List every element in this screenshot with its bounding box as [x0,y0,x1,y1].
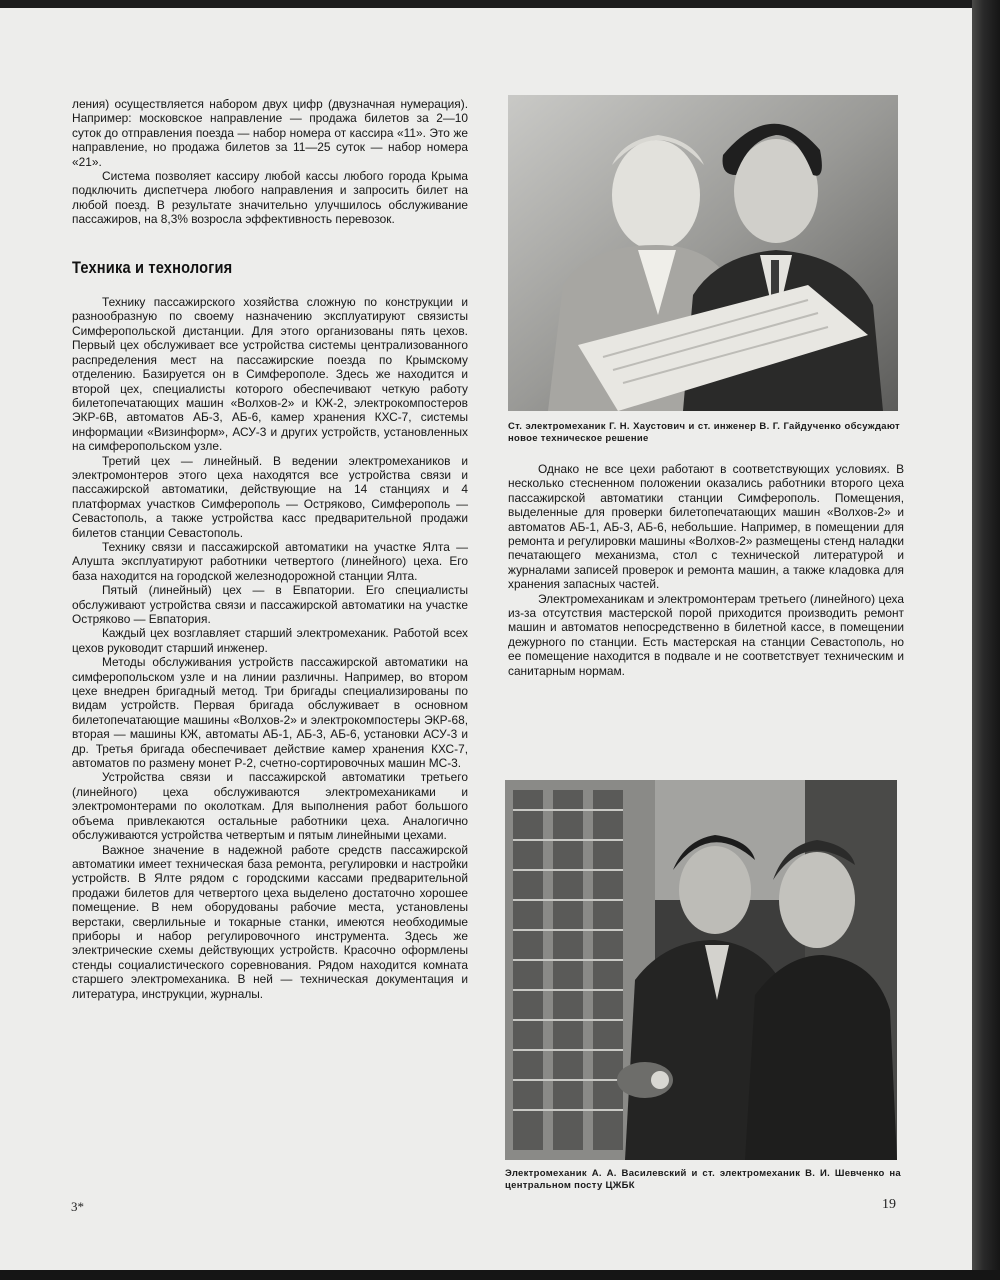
photo2-caption: Электромеханик А. А. Василевский и ст. электромеханик В. И. Шевченко на центральном посту ЦЖБК [505,1168,901,1191]
body-paragraph: Важное значение в надежной работе средств пассажирской автоматики имеет техническая база ремонта, регулировки и настройки устройств. В Ялте рядом с городскими кассами предварительной продажи билетов для четвертого цеха выделено достаточно хорошее помещение. В нем оборудованы рабочие места, установлены верстаки, сверлильные и токарные станки, имеются необходимые приборы и набор регулировочного инструмента. Здесь же электрические схемы действующих устройств. Красочно оформлены стенды социалистического соревнования. Рядом находится комната старшего электромеханика. В ней — техническая документация и литература, инструкции, журналы. [72,842,468,1001]
page-number: 19 [882,1197,896,1212]
body-paragraph: Однако не все цехи работают в соответствующих условиях. В несколько стесненном положении оказались работники второго цеха пассажирской автоматики станции Симферополь. Помещения, выделенные для проверки билетопечатающих машин «Волхов-2» и автоматов АБ-1, АБ-3, АБ-6, небольшие. Например, в помещении для ремонта и регулировки машины «Волхов-2» размещены стенд наладки печатающего механизма, стол с технической литературой и журналами записей проверок и ремонта машин, а также кладовка для хранения запасных частей. [508,462,904,592]
page-binding-edge [972,0,1000,1280]
photo-central-post-illustration [505,780,897,1160]
section-heading: Техника и технология [72,257,233,277]
photo-central-post [505,780,897,1160]
left-column [72,97,468,1001]
intro-paragraph-1: ления) осуществляется набором двух цифр (двузначная нумерация). Например: московское направление — продажа билетов за 2—10 суток до отправления поезда — набор номера от кассира «11». Это же направление, но продажа билетов за 11—25 суток — набор номера «21». [72,97,468,169]
body-paragraph: Технику пассажирского хозяйства сложную по конструкции и разнообразную по своему назначению эксплуатируют связисты Симферопольской дистанции. Для этого организованы пять цехов. Первый цех обслуживает все устройства системы централизованного распределения мест на пассажирские поезда по Крымскому отделению. Базируется он в Симферополе. Здесь же находится и второй цех, специалисты которого обеспечивают четкую работу билетопечатающих машин «Волхов-2» и КЖ-2, электрокомпостеров ЭКР-6В, автоматов АБ-3, АБ-6, камер хранения КХС-7, системы информации «Визинформ», АСУ-3 и других устройств, установленных на симферопольском узле. [72,295,468,454]
page-bottom-edge [0,1270,1000,1280]
body-paragraph: Технику связи и пассажирской автоматики на участке Ялта — Алушта эксплуатируют работники четвертого (линейного) цеха. Его база находится на городской железнодорожной станции Ялта. [72,539,468,583]
right-column [508,462,904,678]
photo-engineers-illustration [508,95,898,411]
intro-paragraph-2: Система позволяет кассиру любой кассы любого города Крыма подключить диспетчера любого направления и запросить билет на любой поезд. В результате значительно улучшилось обслуживание пассажиров, на 8,3% возросла эффективность перевозок. [72,169,468,227]
body-paragraph: Электромеханикам и электромонтерам третьего (линейного) цеха из-за отсутствия мастерской порой приходится производить ремонт машин и автоматов непосредственно в билетной кассе, в помещении дежурного по станции. Есть мастерская на станции Севастополь, но ее помещение находится в подвале и не соответствует техническим и санитарным нормам. [508,591,904,678]
body-paragraph: Методы обслуживания устройств пассажирской автоматики на симферопольском узле и на линии различны. Например, во втором цехе внедрен бригадный метод. Три бригады специализированы по видам устройств. Первая бригада обслуживает в основном билетопечатающие машины «Волхов-2» и электрокомпостеры ЭКР-68, вторая — машины КЖ, автоматы АБ-1, АБ-3, АБ-6, установки АСУ-3 и др. Третья бригада обеспечивает действие камер хранения КХС-7, автоматов по размену монет Р-2, счетно-сортировочных машин МС-3. [72,655,468,771]
body-paragraph: Каждый цех возглавляет старший электромеханик. Работой всех цехов руководит старший инженер. [72,626,468,655]
signature-mark: 3* [71,1199,84,1214]
photo1-caption: Ст. электромеханик Г. Н. Хаустович и ст. инженер В. Г. Гайдученко обсуждают новое техническое решение [508,421,900,444]
photo-engineers-discussing [508,95,898,411]
body-paragraph: Третий цех — линейный. В ведении электромехаников и электромонтеров этого цеха находятся все устройства связи и пассажирской автоматики, действующие на 14 станциях и 4 платформах участков Симферополь — Остряково, Симферополь — Севастополь, а также устройства касс предварительной продажи билетов станции Севастополь. [72,453,468,540]
body-paragraph: Устройства связи и пассажирской автоматики третьего (линейного) цеха обслуживаются электромеханиками и электромонтерами по околоткам. Для выполнения работ большого объема привлекаются остальные работники цеха. Аналогично обслуживаются устройства четвертым и пятым линейными цехами. [72,770,468,843]
body-paragraph: Пятый (линейный) цех — в Евпатории. Его специалисты обслуживают устройства связи и пассажирской автоматики на участке Остряково — Евпатория. [72,583,468,626]
